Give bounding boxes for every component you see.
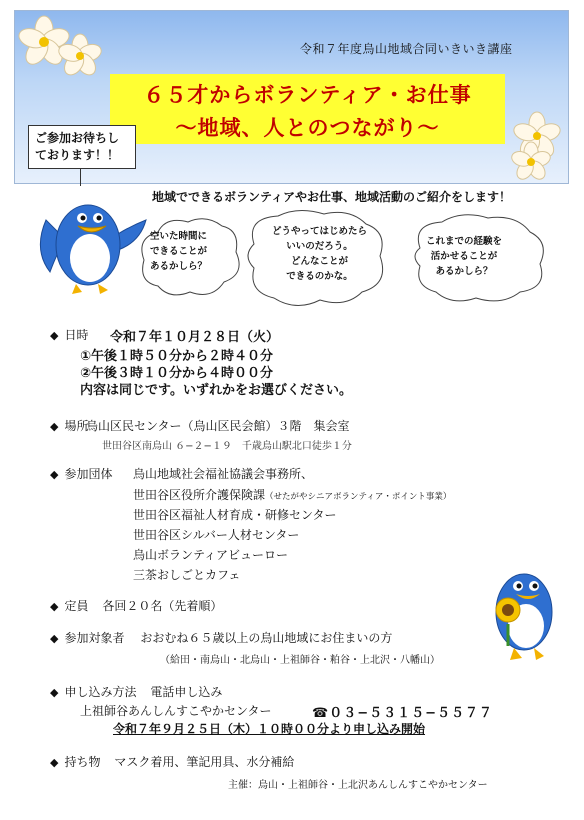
cloud-line: どうやってはじめたら (272, 226, 368, 237)
apply-label: 申し込み方法 (64, 685, 137, 699)
capacity-label: 定員 (64, 599, 89, 613)
place-heading (50, 417, 88, 434)
target-areas: （給田・南烏山・北烏山・上祖師谷・粕谷・上北沢・八幡山） (160, 655, 440, 666)
cloud-line: できるのかな。 (286, 271, 353, 282)
cloud-line: できることが (150, 246, 208, 257)
apply-method: 電話申し込み (150, 685, 223, 699)
cloud-line: 空いた時間に (150, 231, 208, 242)
bird-sunflower-icon (478, 548, 568, 666)
orgs-label: 参加団体 (64, 467, 113, 481)
cloud-line: これまでの経験を (426, 236, 503, 247)
sponsor-text: 主催：烏山・上祖師谷・上北沢あんしんすこやかセンター (228, 780, 488, 791)
diamond-bullet-icon: ◆ (50, 686, 59, 699)
diamond-bullet-icon: ◆ (50, 329, 59, 342)
thought-cloud-3 (426, 234, 502, 279)
course-label: 令和７年度烏山地域合同いきいき講座 (300, 42, 513, 56)
bring-label: 持ち物 (64, 755, 101, 769)
org-item: 世田谷区福祉人材育成・研修センター (133, 508, 337, 522)
intro-text: 地域でできるボランティアやお仕事、地域活動のご紹介をします！ (152, 190, 512, 204)
cloud-line: あるかしら？ (150, 261, 208, 272)
cloud-line: どんなことが (291, 256, 349, 267)
diamond-bullet-icon: ◆ (50, 632, 59, 645)
org-note: （せたがやシニアボランティア・ポイント事業） (265, 492, 452, 502)
target-row (50, 629, 392, 646)
diamond-bullet-icon: ◆ (50, 600, 59, 613)
place-value: 烏山区民センター（烏山区民会館）３階 集会室 (86, 419, 350, 433)
diamond-bullet-icon: ◆ (50, 756, 59, 769)
org-item: 三茶おしごとカフェ (133, 568, 241, 582)
title-banner (110, 74, 505, 144)
diamond-bullet-icon: ◆ (50, 468, 59, 481)
thought-cloud-1 (150, 229, 207, 274)
flower-decoration-left (14, 10, 114, 80)
speech-line-2: ております！！ (35, 148, 120, 162)
date-note: 内容は同じです。いずれかをお選びください。 (80, 383, 352, 398)
apply-phone: ☎０３−５３１５−５５７７ (312, 706, 493, 721)
date-slot-1: ①午後１時５０分から２時４０分 (80, 349, 274, 364)
apply-row (50, 683, 222, 700)
date-heading (50, 326, 88, 343)
org-item: 世田谷区シルバー人材センター (133, 528, 300, 542)
apply-center: 上祖師谷あんしんすこやかセンター (80, 704, 272, 718)
orgs-heading (50, 465, 112, 482)
speech-line-1: ご参加お待ちし (35, 131, 120, 145)
capacity-row (50, 597, 222, 614)
cloud-line: いいのだろう。 (286, 241, 353, 252)
date-value: 令和７年１０月２８日（火） (110, 330, 280, 345)
cloud-line: 活かせることが (430, 251, 498, 262)
thought-cloud-2 (272, 224, 367, 284)
flower-decoration-right (505, 110, 567, 180)
bird-mascot-icon (28, 180, 148, 300)
bring-row (50, 753, 294, 770)
org-item: 烏山地域社会福祉協議会事務所、 (133, 467, 314, 481)
date-label: 日時 (64, 328, 89, 342)
org-name: 世田谷区役所介護保険課 (133, 488, 266, 502)
welcome-speech-box (28, 125, 136, 169)
place-label: 場所 (64, 419, 89, 433)
date-slot-2: ②午後３時１０分から４時００分 (80, 366, 274, 381)
title-line-2: 〜地域、人とのつながり〜 (175, 116, 440, 140)
target-value: おおむね６５歳以上の烏山地域にお住まいの方 (140, 631, 393, 645)
target-label: 参加対象者 (64, 631, 125, 645)
cloud-line: あるかしら？ (435, 266, 493, 277)
org-item (133, 486, 451, 503)
bring-value: マスク着用、筆記用具、水分補給 (114, 755, 295, 769)
apply-start: 令和７年９月２５日（木）１０時００分より申し込み開始 (113, 722, 426, 736)
diamond-bullet-icon: ◆ (50, 420, 59, 433)
capacity-value: 各回２０名（先着順） (102, 599, 223, 613)
title-line-1: ６５才からボランティア・お仕事 (143, 83, 472, 107)
place-address: 世田谷区南烏山 ６−２−１９ 千歳烏山駅北口徒歩１分 (102, 441, 352, 452)
org-item: 烏山ボランティアビューロー (133, 548, 289, 562)
